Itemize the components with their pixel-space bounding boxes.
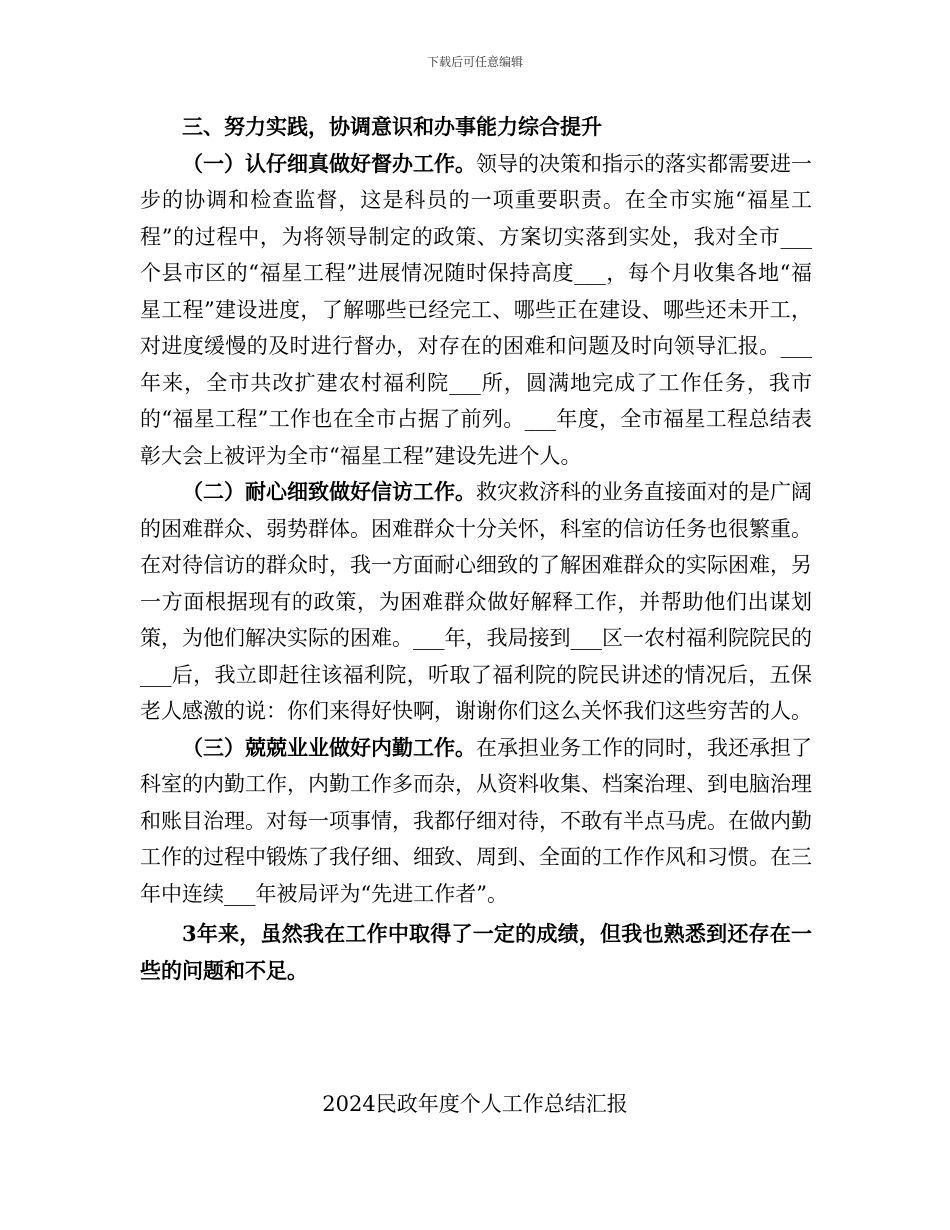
paragraph-lead: （一）认仔细真做好督办工作。 [182,150,476,176]
document-body [140,109,812,989]
paragraph-text: 在承担业务工作的同时，我还承担了科室的内勤工作，内勤工作多而杂，从资料收集、档案治理、到电脑治理和账目治理。对每一项事情，我都仔细对待，不敢有半点马虎。在做内勤工作的过程中锻炼了我仔细、细致、周到、全面的工作作风和习惯。在三年中连续___年被局评为“先进工作者”。 [140,735,812,906]
paragraph-supervision [140,146,812,475]
page-header: 下载后可任意编辑 [426,55,523,69]
paragraph-lead: （三）兢兢业业做好内勤工作。 [182,734,476,760]
document-title: 2024民政年度个人工作总结汇报 [322,1092,628,1116]
closing-paragraph: 3年来，虽然我在工作中取得了一定的成绩，但我也熟悉到还存在一些的问题和不足。 [140,921,812,983]
paragraph-text: 救灾救济科的业务直接面对的是广阔的困难群众、弱势群体。困难群众十分关怀，科室的信访任务也很繁重。在对待信访的群众时，我一方面耐心细致的了解困难群众的实际困难，另一方面根据现有的政策，为困难群众做好解释工作，并帮助他们出谋划策，为他们解决实际的困难。___年，我局接到___区一农村福利院院民的___后，我立即赶往该福利院，听取了福利院的院民讲述的情况后，五保老人感激的说：你们来得好快啊，谢谢你们这么关怀我们这些穷苦的人。 [140,480,812,723]
paragraph-petition [140,474,812,730]
paragraph-internal-work [140,730,812,913]
paragraph-text: 领导的决策和指示的落实都需要进一步的协调和检查监督，这是科员的一项重要职责。在全市实施“福星工程”的过程中，为将领导制定的政策、方案切实落到实处，我对全市___个县市区的“福星工程”进展情况随时保持高度___，每个月收集各地“福星工程”建设进度，了解哪些已经完工、哪些正在建设、哪些还未开工，对进度缓慢的及时进行督办，对存在的困难和问题及时向领导汇报。___年来，全市共改扩建农村福利院___所，圆满地完成了工作任务，我市的“福星工程”工作也在全市占据了前列。___年度，全市福星工程总结表彰大会上被评为全市“福星工程”建设先进个人。 [140,151,812,468]
section-heading: 三、努力实践，协调意识和办事能力综合提升 [182,114,602,139]
paragraph-lead: （二）耐心细致做好信访工作。 [182,479,476,504]
